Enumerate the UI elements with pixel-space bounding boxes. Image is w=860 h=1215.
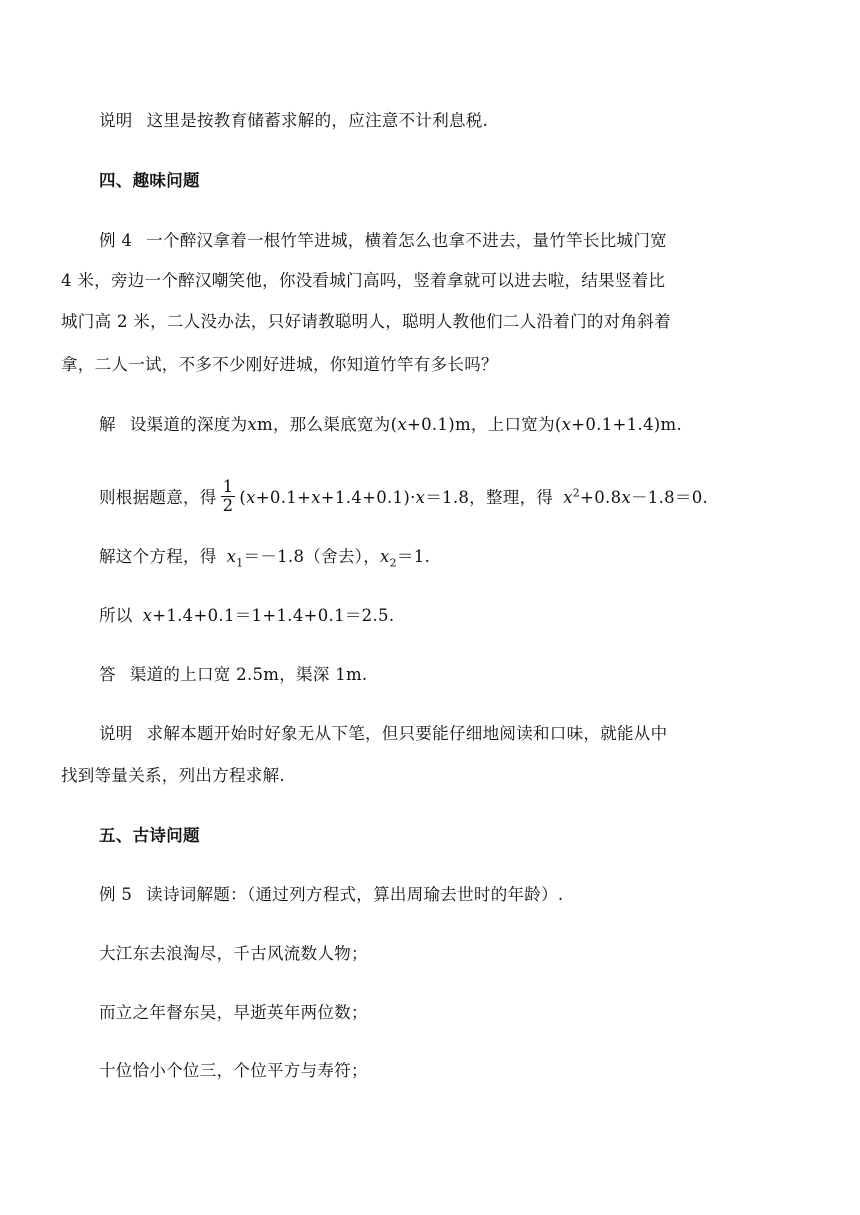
roots-text: ＝1.: [396, 547, 431, 566]
section-heading-5: 五、古诗问题: [99, 826, 200, 845]
variable-x: x: [415, 488, 426, 507]
section-heading-4: 四、趣味问题: [99, 171, 200, 190]
variable-x: x: [397, 415, 407, 434]
solution-text: m，那么渠底宽为(: [257, 415, 398, 434]
fraction-denominator: 2: [222, 496, 234, 515]
solution-text: +0.1+1.4)m.: [571, 415, 682, 434]
equation-text: －1.8＝0.: [630, 488, 709, 507]
subscript: 1: [236, 556, 244, 570]
exponent: 2: [572, 486, 581, 500]
note-2-line-2: 找到等量关系，列出方程求解.: [61, 766, 285, 785]
variable-x: x: [246, 488, 256, 507]
example-text: 读诗词解题：（通过列方程式，算出周瑜去世时的年龄）.: [146, 885, 564, 904]
answer-line: [99, 664, 860, 686]
conclusion-line: [99, 605, 860, 627]
note-label: 说明: [99, 724, 133, 743]
example-label: 例 5: [99, 885, 133, 904]
answer-label: 答: [99, 665, 116, 684]
example-4-line-3: 城门高 2 米，二人没办法，只好请教聪明人，聪明人教他们二人沿着门的对角斜着: [61, 312, 671, 331]
example-label: 例 4: [99, 231, 133, 250]
variable-x: x: [563, 488, 573, 507]
answer-text: 渠道的上口宽 2.5m，渠深 1m.: [129, 665, 368, 684]
variable-x: x: [311, 488, 321, 507]
solution-text: +0.1)m，上口宽为(: [406, 415, 562, 434]
poem-line-2: 而立之年督东吴，早逝英年两位数；: [99, 1003, 368, 1022]
note-label: 说明: [99, 111, 133, 130]
fraction-numerator: 1: [222, 477, 234, 496]
note-text: 求解本题开始时好象无从下笔，但只要能仔细地阅读和口味，就能从中: [146, 724, 668, 743]
example-4-line-4: 拿，二人一试，不多不少刚好进城，你知道竹竿有多长吗？: [61, 355, 498, 374]
conclusion-text: +1.4+0.1＝1+1.4+0.1＝2.5.: [152, 606, 395, 625]
fraction-one-half: [221, 478, 236, 515]
roots-text: 解这个方程，得: [99, 547, 217, 566]
example-5-line: [99, 884, 860, 906]
equation-intro: 则根据题意，得: [99, 488, 217, 507]
equation-text: +0.8: [580, 488, 622, 507]
example-4-line-1: [99, 230, 860, 252]
equation-text: +0.1+: [255, 488, 312, 507]
example-text: 一个醉汉拿着一根竹竿进城，横着怎么也拿不进去，量竹竿长比城门宽: [146, 231, 667, 250]
roots-line: [99, 546, 860, 568]
variable-x: x: [142, 606, 153, 625]
variable-x: x: [380, 547, 390, 566]
variable-x: x: [561, 415, 572, 434]
poem-line-1: 大江东去浪淘尽，千古风流数人物；: [99, 944, 368, 963]
equation-line: [99, 477, 860, 517]
roots-text: ＝－1.8（舍去），: [243, 547, 381, 566]
solution-line: [99, 414, 860, 436]
poem-line-3: 十位恰小个位三，个位平方与寿符；: [99, 1061, 368, 1080]
equation-text: +1.4+0.1)·: [320, 488, 416, 507]
variable-x: x: [226, 547, 237, 566]
equation-text: ＝1.8，整理，得: [425, 488, 554, 507]
note-text: 这里是按教育储蓄求解的，应注意不计利息税.: [146, 111, 489, 130]
note-2-line-1: [99, 723, 860, 745]
variable-x: x: [247, 415, 258, 434]
conclusion-text: 所以: [99, 606, 133, 625]
note-line: [99, 110, 860, 132]
variable-x: x: [621, 488, 631, 507]
equation-text: (: [239, 488, 247, 507]
example-4-line-2: 4 米，旁边一个醉汉嘲笑他，你没看城门高吗，竖着拿就可以进去啦，结果竖着比: [61, 271, 666, 290]
subscript: 2: [389, 556, 397, 570]
solution-text: 设渠道的深度为: [129, 415, 248, 434]
solution-label: 解: [99, 415, 116, 434]
